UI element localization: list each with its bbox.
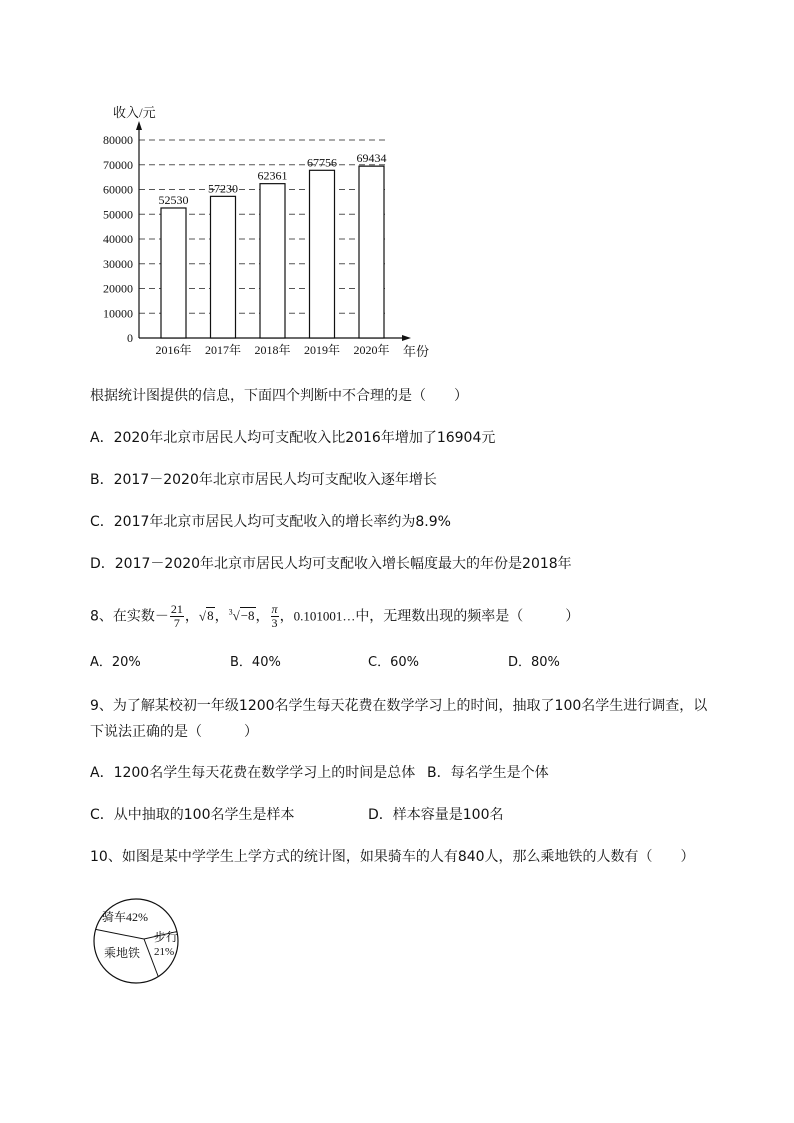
y-tick-label: 70000 — [103, 157, 133, 172]
q9-option-c: C．从中抽取的100名学生是样本 — [90, 807, 295, 823]
q9-stem-line1: 9、为了解某校初一年级1200名学生每天花费在数学学习上的时间，抽取了100名学生进行调查，以 — [90, 698, 708, 714]
q8-prefix: 8、在实数－ — [90, 608, 169, 625]
q10-stem: 10、如图是某中学学生上学方式的统计图，如果骑车的人有840人，那么乘地铁的人数有（ ） — [90, 849, 695, 865]
x-axis-title: 年份 — [403, 344, 430, 359]
x-axis-arrow — [402, 335, 411, 341]
bar — [211, 196, 236, 338]
pie-label-bike: 骑车42% — [102, 910, 148, 924]
q7-option-b: B．2017－2020年北京市居民人均可支配收入逐年增长 — [90, 472, 437, 488]
cube-root-neg8: $^3$√−8 — [228, 608, 255, 624]
x-tick-label: 2018年 — [254, 343, 291, 357]
q8-option-a: A．20% — [90, 655, 141, 670]
bar — [310, 170, 335, 338]
y-tick-label: 20000 — [103, 281, 133, 296]
x-tick-label: 2020年 — [353, 343, 390, 357]
bar — [161, 208, 186, 338]
x-tick-label: 2016年 — [155, 343, 192, 357]
bar — [359, 166, 384, 338]
pie-label-walk: 步行 — [154, 930, 179, 944]
fraction-pi-3: $\frac{\pi}{3}$ — [271, 601, 278, 630]
sqrt-8: √8 — [198, 608, 214, 624]
x-tick-label: 2019年 — [303, 343, 341, 357]
y-tick-label: 60000 — [103, 182, 133, 197]
fraction-21-7: $\frac{21}{7}$ — [170, 601, 183, 630]
data-label: 52530 — [158, 192, 189, 207]
q9-option-b: B．每名学生是个体 — [427, 765, 549, 781]
income-bar-chart — [0, 0, 794, 380]
y-axis-arrow — [136, 121, 142, 130]
decimal-number: 0.101001… — [293, 608, 356, 624]
q9-option-a: A．1200名学生每天花费在数学学习上的时间是总体 — [90, 765, 416, 781]
bar — [260, 184, 285, 338]
q7-option-c: C．2017年北京市居民人均可支配收入的增长率约为8.9% — [90, 514, 451, 530]
q7-option-d: D．2017－2020年北京市居民人均可支配收入增长幅度最大的年份是2018年 — [90, 556, 572, 572]
q8-option-d: D．80% — [508, 655, 560, 670]
x-tick-label: 2017年 — [204, 343, 242, 357]
q7-option-a: A．2020年北京市居民人均可支配收入比2016年增加了16904元 — [90, 430, 496, 446]
data-label: 62361 — [257, 168, 288, 183]
y-tick-label: 50000 — [103, 207, 133, 222]
pie-label-subway: 乘地铁 — [104, 946, 141, 960]
y-tick-label: 0 — [127, 331, 133, 345]
y-axis-title: 收入/元 — [113, 105, 156, 120]
data-label: 69434 — [356, 151, 387, 166]
q8-option-b: B．40% — [230, 655, 281, 670]
travel-mode-pie-chart — [86, 893, 206, 993]
y-tick-label: 40000 — [103, 232, 133, 246]
data-label: 67756 — [307, 155, 337, 170]
q9-option-d: D．样本容量是100名 — [368, 807, 504, 823]
q8-option-c: C．60% — [368, 655, 419, 670]
y-tick-label: 10000 — [103, 306, 133, 321]
q8-stem: 8、在实数－ $\frac{21}{7}$ ，√8，$^3$√−8， $\frac{\pi}{3}$ ，0.101001…中，无理数出现的频率是（ ） — [90, 601, 580, 630]
data-label: 57230 — [208, 181, 238, 196]
q9-stem-line2: 下说法正确的是（ ） — [90, 724, 258, 740]
q7-stem: 根据统计图提供的信息，下面四个判断中不合理的是（ ） — [90, 388, 468, 404]
y-tick-label: 80000 — [103, 133, 133, 147]
pie-label-walk-value: 21% — [154, 946, 175, 958]
y-tick-label: 30000 — [103, 256, 133, 271]
